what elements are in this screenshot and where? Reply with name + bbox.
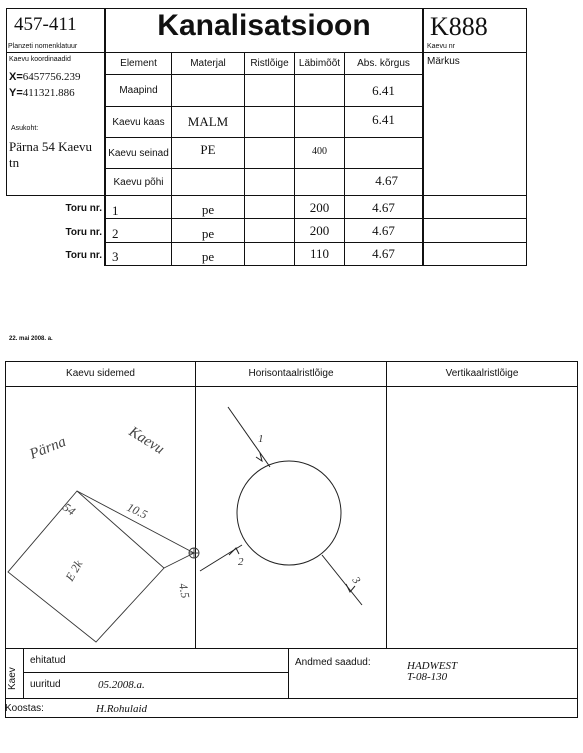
section-vertical: Vertikaalristlõige xyxy=(445,368,519,379)
pipe-diameter-3: 110 xyxy=(309,246,330,261)
pipe-label-1: Toru nr. xyxy=(65,203,102,214)
house-type-label: E 2k xyxy=(62,557,86,584)
pipe-nr-3: 3 xyxy=(112,249,119,264)
pipe-nr-1: 1 xyxy=(112,203,119,218)
house-number: 54 xyxy=(60,499,79,519)
pipe-material-3: pe xyxy=(201,249,215,264)
pipe-diameter-2: 200 xyxy=(309,223,330,238)
well-number: K888 xyxy=(430,12,488,41)
pipe-material-2: pe xyxy=(201,226,215,241)
row-diameter-kaevu-seinad: 400 xyxy=(312,145,327,157)
well-side-label: Kaev xyxy=(7,667,18,690)
x-value: 6457756.239 xyxy=(22,71,81,83)
section-connections: Kaevu sidemed xyxy=(66,368,135,379)
row-element-kaevu-seinad: Kaevu seinad xyxy=(108,147,169,159)
pipe-height-2: 4.67 xyxy=(372,223,395,238)
row-material-kaevu-kaas: MALM xyxy=(187,114,229,129)
section-horizontal: Horisontaalristlõige xyxy=(248,368,334,379)
row-material-kaevu-seinad: PE xyxy=(200,142,216,157)
data-source-label: Andmed saadud: xyxy=(295,657,371,668)
author-value: H.Rohulaid xyxy=(96,703,148,715)
dimension-10-5: 10.5 xyxy=(124,500,150,522)
dimension-4-5: 4.5 xyxy=(176,582,193,600)
col-header-height: Abs. kõrgus xyxy=(357,58,410,69)
data-source-value-1: HADWEST xyxy=(407,660,458,672)
pipe-2-number: 2 xyxy=(238,556,244,568)
built-label: ehitatud xyxy=(30,655,66,666)
pipe-nr-2: 2 xyxy=(112,226,119,241)
pipe-1-line xyxy=(228,407,270,467)
data-source-value-2: T-08-130 xyxy=(407,671,448,683)
pipe-1-number: 1 xyxy=(258,433,264,445)
street-label-parna: Pärna xyxy=(27,433,69,463)
col-header-cross: Ristlõige xyxy=(250,58,289,69)
x-label: X= xyxy=(9,71,23,83)
pipe-height-1: 4.67 xyxy=(372,200,395,215)
well-number-label: Kaevu nr xyxy=(427,43,456,50)
row-element-kaevu-kaas: Kaevu kaas xyxy=(112,116,165,128)
surveyed-label: uuritud xyxy=(30,679,61,690)
street-label-kaevu: Kaevu xyxy=(125,423,167,458)
row-height-maapind: 6.41 xyxy=(372,82,395,98)
pipe-3-number: 3 xyxy=(349,574,363,587)
nomenclature-label: Planzeti nomenklatuur xyxy=(8,43,78,50)
row-element-maapind: Maapind xyxy=(119,85,158,96)
page-title: Kanalisatsioon xyxy=(157,9,371,42)
author-label: Koostas: xyxy=(5,703,44,714)
well-circle xyxy=(237,461,341,565)
location-label: Asukoht: xyxy=(11,125,39,132)
pipe-diameter-1: 200 xyxy=(309,200,330,215)
col-header-material: Materjal xyxy=(190,58,226,69)
y-label: Y= xyxy=(9,87,23,99)
pipe-height-3: 4.67 xyxy=(372,246,395,261)
row-height-kaevu-kaas: 6.41 xyxy=(372,112,395,127)
row-height-kaevu-pohi: 4.67 xyxy=(375,173,398,188)
pipe-label-3: Toru nr. xyxy=(65,250,102,261)
y-coordinate xyxy=(9,87,75,99)
coords-label: Kaevu koordinaadid xyxy=(9,56,71,63)
col-header-element: Element xyxy=(120,58,157,69)
row-element-kaevu-pohi: Kaevu põhi xyxy=(113,176,164,188)
dimension-line xyxy=(77,491,194,553)
col-header-remark: Märkus xyxy=(427,56,460,67)
pipe-label-2: Toru nr. xyxy=(65,227,102,238)
col-header-diameter: Läbimõõt xyxy=(298,58,341,69)
location-value: Pärna 54 Kaevu tn xyxy=(9,139,93,170)
pipe-material-1: pe xyxy=(201,202,215,217)
surveyed-value: 05.2008.a. xyxy=(98,679,145,691)
nomenclature-value: 457-411 xyxy=(14,14,77,35)
connections-sketch xyxy=(6,387,195,647)
y-value: 411321.886 xyxy=(22,87,75,99)
document-date: 22. mai 2008. a. xyxy=(9,336,53,342)
horizontal-section-sketch xyxy=(196,387,386,647)
x-coordinate xyxy=(9,71,81,83)
